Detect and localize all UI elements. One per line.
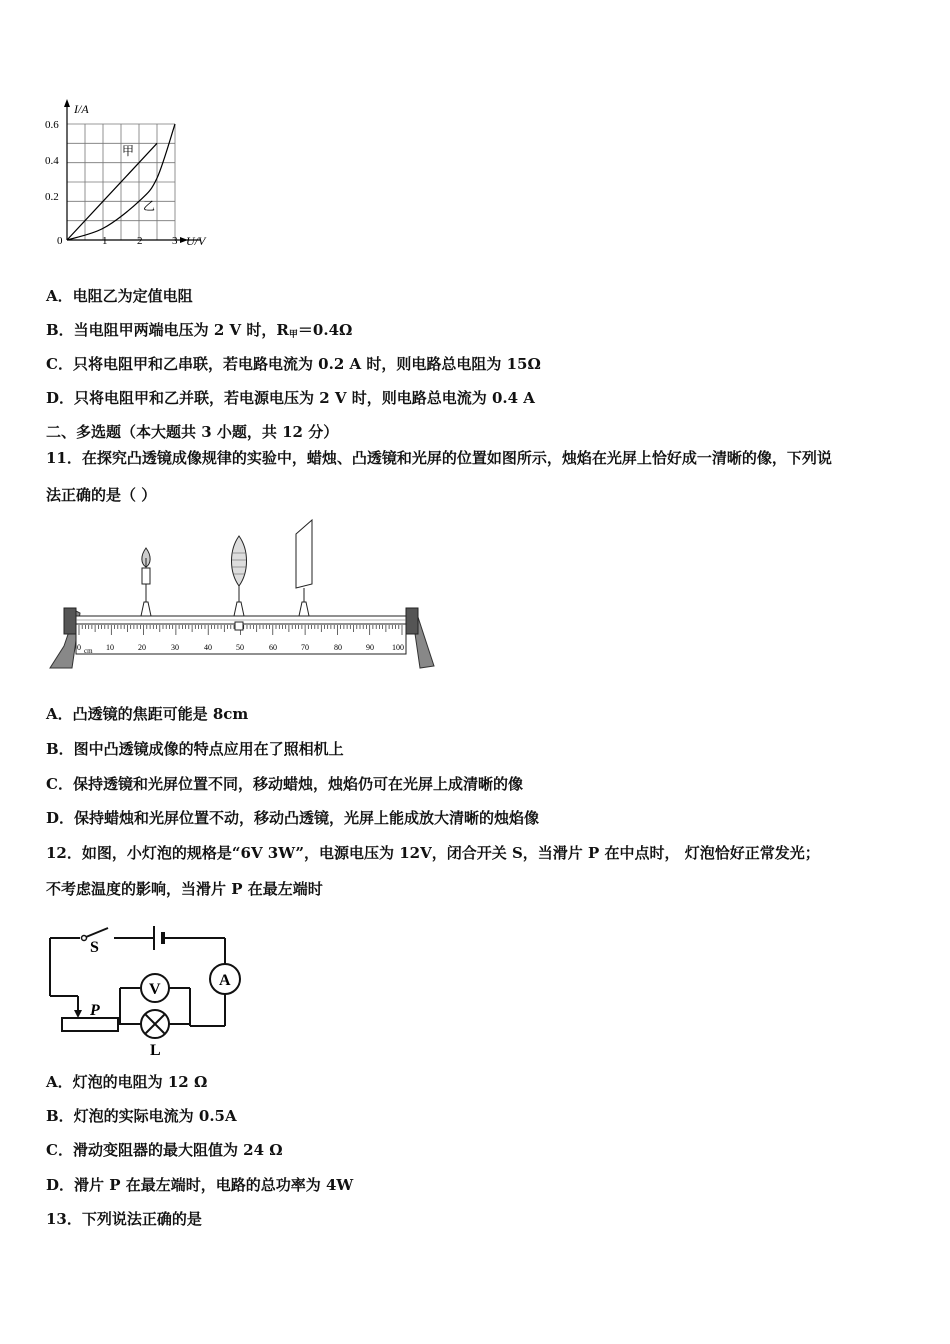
q10-option-a: A．电阻乙为定值电阻 (46, 287, 193, 305)
ruler-label: 100 (392, 643, 404, 652)
q12-option-d: D．滑片 P 在最左端时，电路的总功率为 4W (46, 1176, 354, 1194)
q10-option-d: D．只将电阻甲和乙并联，若电源电压为 2 V 时，则电路总电流为 0.4 A (46, 389, 535, 407)
ruler-label: 60 (269, 643, 277, 652)
q12-option-a: A．灯泡的电阻为 12 Ω (46, 1073, 208, 1091)
q11-option-a: A．凸透镜的焦距可能是 8cm (46, 705, 249, 723)
q10-option-b (46, 320, 352, 345)
x-tick-label: 0 (57, 235, 63, 247)
bench-right-end (406, 608, 418, 634)
q12-stem-line2: 不考虑温度的影响，当滑片 P 在最左端时 (46, 880, 323, 898)
y-axis-arrow (64, 99, 70, 107)
ammeter (210, 964, 240, 994)
circuit-diagram (44, 918, 254, 1060)
curve-yi-label: 乙 (143, 199, 156, 213)
q12-option-c: C．滑动变阻器的最大阻值为 24 Ω (46, 1141, 283, 1159)
ruler-label: 80 (334, 643, 342, 652)
optical-bench-diagram (44, 518, 439, 673)
ammeter-label: A (219, 972, 231, 989)
lamp (141, 1010, 169, 1038)
q11-option-d: D．保持蜡烛和光屏位置不动，移动凸透镜，光屏上能成放大清晰的烛焰像 (46, 809, 540, 827)
switch-label: S (90, 939, 99, 956)
q11-stem-line1: 11．在探究凸透镜成像规律的实验中，蜡烛、凸透镜和光屏的位置如图所示，烛焰在光屏上恰好成一清晰的像，下列说 (46, 449, 832, 467)
x-tick-label: 3 (172, 235, 178, 247)
ruler-label: 10 (106, 643, 114, 652)
lamp-label: L (150, 1042, 161, 1059)
ruler-label: 20 (138, 643, 146, 652)
q12-stem-line1: 12．如图，小灯泡的规格是“6V 3W”，电源电压为 12V，闭合开关 S，当滑片 P 在中点时， 灯泡恰好正常发光； (46, 844, 820, 862)
q12-option-b: B．灯泡的实际电流为 0.5A (46, 1107, 237, 1125)
y-axis-label: I/A (74, 102, 89, 116)
q10-option-b-suffix: ＝0.4Ω (297, 321, 353, 339)
curve-jia (67, 143, 157, 240)
y-tick-label: 0.6 (45, 119, 59, 131)
q13-stem: 13．下列说法正确的是 (46, 1210, 202, 1228)
x-tick-label: 2 (137, 235, 143, 247)
voltmeter (141, 974, 169, 1002)
ruler-label: 30 (171, 643, 179, 652)
voltmeter-label: V (149, 981, 161, 998)
ruler-label: 0 (77, 643, 81, 652)
ruler-label: 70 (301, 643, 309, 652)
ruler-label: 90 (366, 643, 374, 652)
slider-label: P (90, 1002, 100, 1019)
ruler-label: 40 (204, 643, 212, 652)
bench-left-end (64, 608, 76, 634)
ruler-unit: cm (84, 647, 93, 655)
x-axis-label: U/V (186, 234, 206, 248)
rheostat (50, 996, 118, 1031)
y-tick-label: 0.2 (45, 191, 59, 203)
q11-option-b: B．图中凸透镜成像的特点应用在了照相机上 (46, 740, 344, 758)
candle (141, 548, 151, 616)
section-heading: 二、多选题（本大题共 3 小题，共 12 分） (46, 423, 339, 441)
iu-graph (40, 95, 220, 255)
light-screen (296, 520, 312, 616)
curve-jia-label: 甲 (122, 144, 135, 158)
x-tick-label: 1 (102, 235, 108, 247)
convex-lens (232, 536, 247, 630)
q11-stem-line2: 法正确的是（ ） (46, 486, 157, 504)
q10-option-b-subscript: 甲 (288, 330, 298, 340)
q10-option-b-prefix: B．当电阻甲两端电压为 2 V 时，R (46, 321, 289, 339)
ruler-label: 50 (236, 643, 244, 652)
battery (154, 926, 163, 950)
y-tick-label: 0.4 (45, 155, 59, 167)
q10-option-c: C．只将电阻甲和乙串联，若电路电流为 0.2 A 时，则电路总电阻为 15Ω (46, 355, 541, 373)
q11-option-c: C．保持透镜和光屏位置不同，移动蜡烛，烛焰仍可在光屏上成清晰的像 (46, 775, 523, 793)
